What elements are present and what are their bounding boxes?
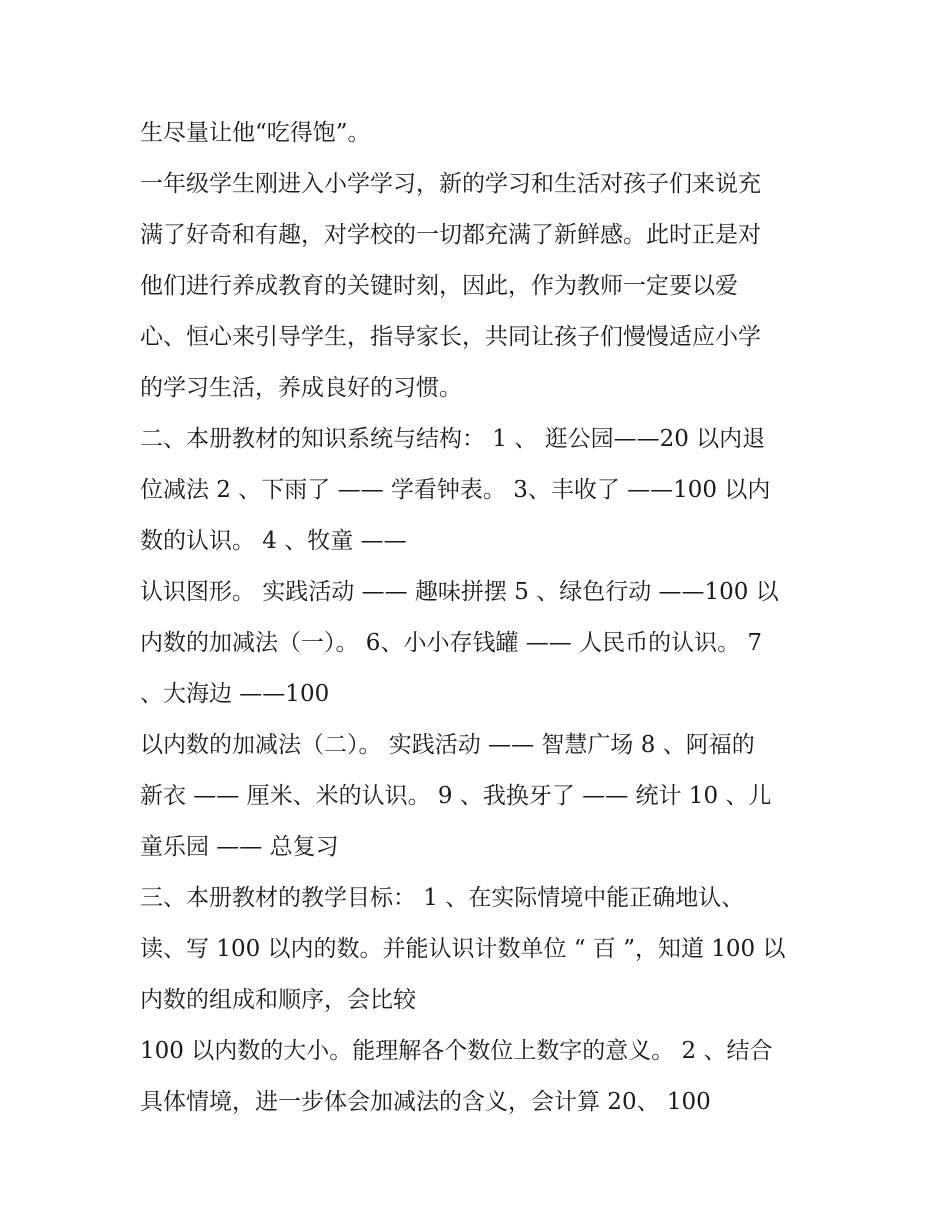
text-line: 三、本册教材的教学目标： 1 、在实际情境中能正确地认、: [140, 885, 745, 911]
text-line: 读、写 100 以内的数。并能认识计数单位 “ 百 ”，知道 100 以: [140, 936, 786, 962]
text-line: 具体情境，进一步体会加减法的含义，会计算 20、 100: [140, 1089, 711, 1115]
text-line: 位减法 2 、下雨了 —— 学看钟表。 3、丰收了 ——100 以内: [140, 477, 771, 503]
text-line: 新衣 —— 厘米、米的认识。 9 、我换牙了 —— 统计 10 、儿: [140, 783, 772, 809]
text-line: 满了好奇和有趣，对学校的一切都充满了新鲜感。此时正是对: [140, 222, 761, 248]
text-line: 以内数的加减法（二）。 实践活动 —— 智慧广场 8 、阿福的: [140, 732, 755, 758]
document-body: [140, 108, 830, 1128]
text-line: 二、本册教材的知识系统与结构： 1 、 逛公园——20 以内退: [140, 426, 766, 452]
text-line: 内数的加减法（一）。 6、小小存钱罐 —— 人民币的认识。 7: [140, 630, 763, 656]
text-line: 内数的组成和顺序，会比较: [140, 987, 416, 1013]
text-line: 的学习生活，养成良好的习惯。: [140, 375, 462, 401]
text-line: 数的认识。 4 、牧童 ——: [140, 528, 407, 554]
text-line: 100 以内数的大小。能理解各个数位上数字的意义。 2 、结合: [140, 1038, 773, 1064]
text-line: 认识图形。 实践活动 —— 趣味拼摆 5 、绿色行动 ——100 以: [140, 579, 779, 605]
text-line: 童乐园 —— 总复习: [140, 834, 339, 860]
text-line: 一年级学生刚进入小学学习，新的学习和生活对孩子们来说充: [140, 171, 761, 197]
text-line: 他们进行养成教育的关键时刻，因此，作为教师一定要以爱: [140, 273, 738, 299]
text-line: 心、恒心来引导学生，指导家长，共同让孩子们慢慢适应小学: [140, 324, 761, 350]
text-line: 、大海边 ——100: [140, 681, 330, 707]
text-line: 生尽量让他“吃得饱”。: [140, 120, 371, 146]
